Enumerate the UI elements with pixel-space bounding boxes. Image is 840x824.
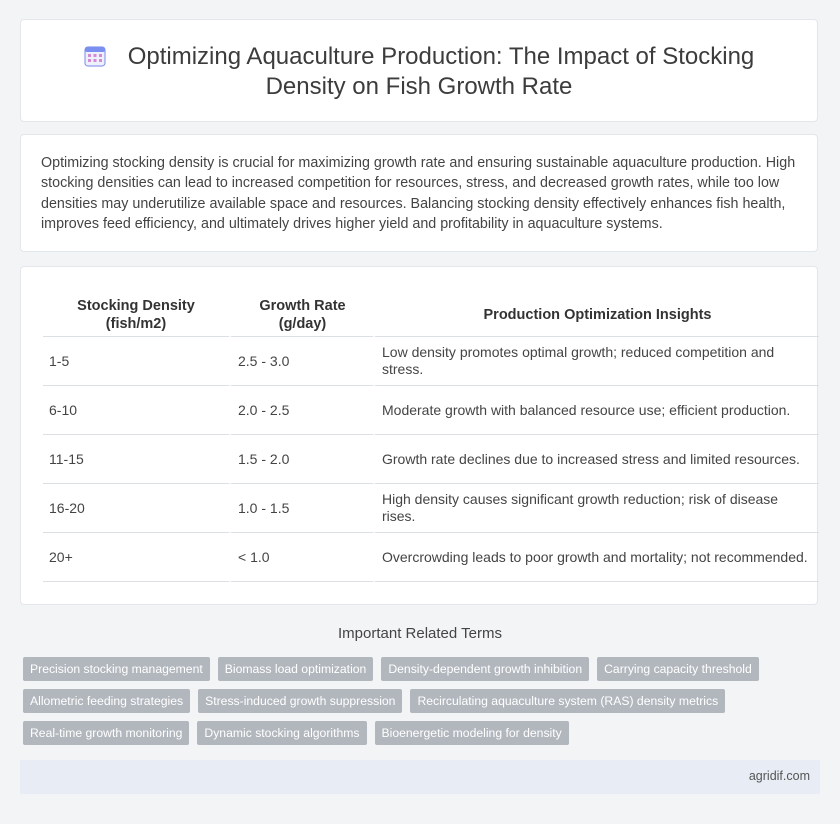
cell-density: 6-10	[43, 386, 229, 435]
related-term-tag[interactable]: Bioenergetic modeling for density	[375, 721, 569, 745]
related-term-tag[interactable]: Precision stocking management	[23, 657, 210, 681]
related-term-tag[interactable]: Biomass load optimization	[218, 657, 374, 681]
cell-growth-rate: 2.5 - 3.0	[229, 337, 373, 386]
title-card	[20, 19, 818, 122]
cell-density: 20+	[43, 533, 229, 582]
cell-insight: High density causes significant growth reduction; risk of disease rises.	[373, 484, 819, 533]
table-row	[43, 337, 819, 386]
table-row	[43, 533, 819, 582]
table-card	[20, 266, 818, 605]
cell-insight: Overcrowding leads to poor growth and mortality; not recommended.	[373, 533, 819, 582]
related-term-tag[interactable]: Real-time growth monitoring	[23, 721, 189, 745]
calendar-grid-icon	[84, 45, 106, 67]
footer-site-link[interactable]: agridif.com	[748, 769, 810, 783]
table-row	[43, 484, 819, 533]
cell-insight: Growth rate declines due to increased stress and limited resources.	[373, 435, 819, 484]
related-term-tag[interactable]: Carrying capacity threshold	[597, 657, 759, 681]
cell-insight: Moderate growth with balanced resource use; efficient production.	[373, 386, 819, 435]
table-header-row	[43, 293, 819, 337]
cell-growth-rate: 1.0 - 1.5	[229, 484, 373, 533]
related-terms-tags	[23, 657, 803, 745]
related-term-tag[interactable]: Stress-induced growth suppression	[198, 689, 402, 713]
intro-paragraph: Optimizing stocking density is crucial for maximizing growth rate and ensuring sustainable aquaculture production. High stocking densities can lead to increased competition for resources, stress, and decreased growth rates, while too low densities may underutilize available space and resources. Balancing stocking density effectively enhances fish health, improves feed efficiency, and ultimately drives higher yield and profitability in aquaculture systems.	[41, 155, 796, 233]
related-term-tag[interactable]: Density-dependent growth inhibition	[381, 657, 589, 681]
cell-growth-rate: 2.0 - 2.5	[229, 386, 373, 435]
density-table	[43, 293, 819, 582]
related-term-tag[interactable]: Allometric feeding strategies	[23, 689, 190, 713]
page-title: Optimizing Aquaculture Production: The Impact of Stocking Density on Fish Growth Rate	[127, 43, 755, 100]
related-term-tag[interactable]: Recirculating aquaculture system (RAS) density metrics	[410, 689, 725, 713]
table-row	[43, 435, 819, 484]
intro-card	[20, 134, 818, 252]
related-term-tag[interactable]: Dynamic stocking algorithms	[197, 721, 366, 745]
cell-density: 1-5	[43, 337, 229, 386]
header-insights: Production Optimization Insights	[373, 293, 819, 337]
cell-density: 16-20	[43, 484, 229, 533]
footer	[20, 760, 820, 794]
cell-growth-rate: < 1.0	[229, 533, 373, 582]
header-growth-rate: Growth Rate (g/day)	[229, 293, 373, 337]
page-title-wrap	[21, 42, 817, 102]
header-stocking-density: Stocking Density (fish/m2)	[43, 293, 229, 337]
cell-growth-rate: 1.5 - 2.0	[229, 435, 373, 484]
related-terms-title: Important Related Terms	[338, 625, 502, 642]
table-row	[43, 386, 819, 435]
cell-density: 11-15	[43, 435, 229, 484]
cell-insight: Low density promotes optimal growth; reduced competition and stress.	[373, 337, 819, 386]
